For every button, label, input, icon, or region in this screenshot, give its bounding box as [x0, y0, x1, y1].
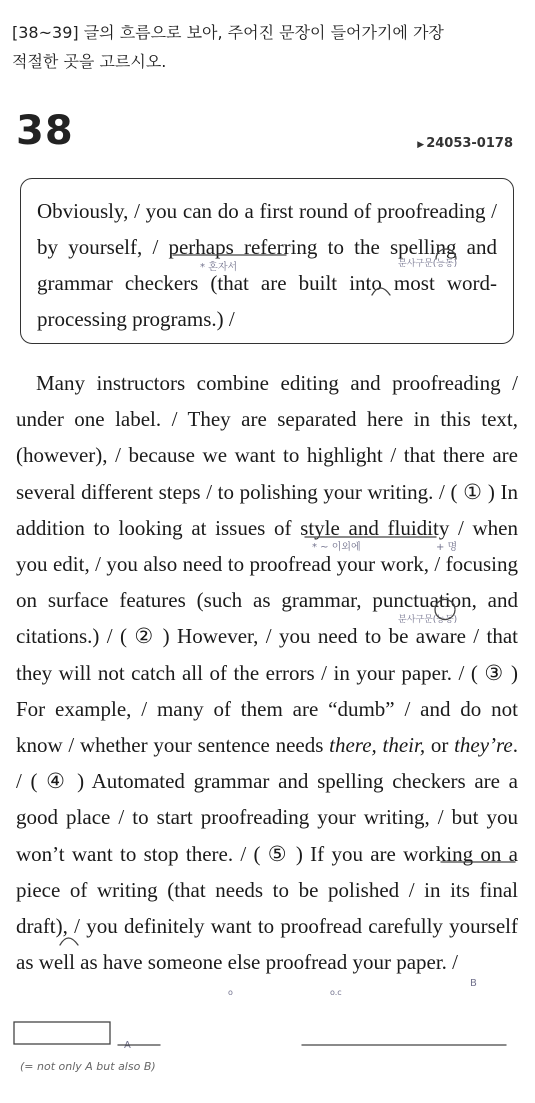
note-in-addition-to: * ~ 이외에 [312, 542, 361, 553]
passage-part-3: . / ( ④ ) Automated grammar and spelling checkers are a good place / to start proofreading your writing, / but you won’t want to stop there. / ( ⑤ ) If you are working on a piece of writing (that needs to be polished / in its final draft), / you definitely want to proofread carefully yourself as well as have someone else proofread your paper. / [16, 733, 518, 975]
note-letter-oc: o.c [330, 988, 342, 997]
instruction-text: [38~39] 글의 흐름으로 보아, 주어진 문장이 들어가기에 가장 적절한 곳을 고르시오. [12, 23, 444, 71]
passage-italic-2: they’re [454, 733, 513, 758]
question-code-text: 24053-0178 [426, 136, 513, 151]
passage-part-2: or [425, 733, 455, 758]
passage [16, 365, 518, 980]
given-sentence: Obviously, / you can do a first round of proofreading / by yourself, / perhaps referring to the spelling and grammar checkers (that are built into most word-processing programs.) / [37, 199, 497, 331]
note-letter-b: B [470, 978, 477, 989]
passage-part-1: Many instructors combine editing and proofreading / under one label. / They are separated here in this text, (however), / because we want to highlight / that there are several different steps / to polishing your writing. / ( ① ) In addition to looking at issues of style and fluidity / when you edit, / you also need to proofread your work, / focusing on surface features (such as grammar, punctuation, and citations.) / ( ② ) However, / you need to be aware / that they will not catch all of the errors / in your paper. / ( ③ ) For example, / many of them are “dumb” / and do not know / whether your sentence needs [16, 371, 518, 758]
note-referring: 분사구문(능동) [398, 259, 458, 269]
note-by-yourself: * 혼자서 [200, 262, 238, 273]
question-number: 38 [16, 108, 74, 154]
passage-text [16, 365, 518, 980]
note-looking: + 명 [436, 542, 458, 553]
triangle-icon: ▶ [417, 140, 425, 150]
note-letter-o: o [228, 988, 233, 997]
passage-italic-1: there, their, [329, 733, 426, 758]
note-focusing: 분사구문(능동) [398, 615, 458, 625]
note-letter-a: A [124, 1040, 131, 1051]
box-as-well-as [14, 1022, 110, 1044]
note-not-only: (= not only A but also B) [20, 1060, 156, 1073]
question-code [417, 136, 513, 151]
